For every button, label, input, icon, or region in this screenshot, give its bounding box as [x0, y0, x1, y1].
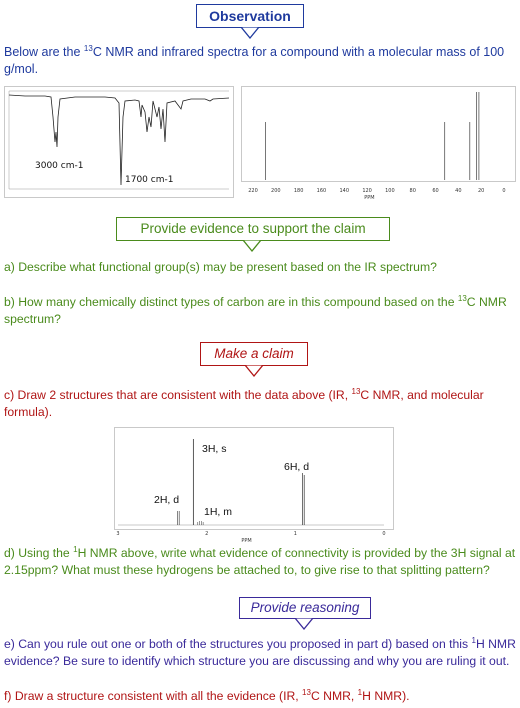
evidence-callout — [116, 217, 390, 241]
h1-nmr-plot — [114, 427, 394, 544]
h1-label-6h: 6H, d — [284, 461, 310, 473]
evidence-arrow — [242, 240, 262, 252]
c13-tick-label: 140 — [339, 188, 350, 194]
claim-arrow — [244, 365, 264, 377]
ir-label-3000: 3000 cm-1 — [35, 161, 84, 171]
h1-label-1h: 1H, m — [204, 506, 233, 518]
question-d: d) Using the $^1$H NMR above, write what evidence of connectivity is provided by the 3H signal at 2.15ppm? What must these hydrogens be attached to, to give rise to that splitting pattern? — [4, 544, 516, 577]
observation-arrow — [240, 27, 260, 39]
ir-spectrum-plot — [5, 87, 233, 197]
h1-nmr-spectrum — [114, 427, 394, 544]
h1-label-2h: 2H, d — [154, 494, 180, 506]
c13-axis-label: PPM — [364, 195, 375, 201]
c13-tick-label: 0 — [502, 188, 506, 194]
c13-tick-label: 160 — [316, 188, 327, 194]
question-c: c) Draw 2 structures that are consistent with the data above (IR, $^{13}$C NMR, and molecular formula). — [4, 386, 484, 419]
c13-tick-label: 20 — [477, 188, 485, 194]
c13-tick-label: 60 — [432, 188, 439, 194]
h1-tick-label: 0 — [382, 531, 386, 537]
evidence-label: Provide evidence to support the claim — [140, 221, 366, 236]
observation-callout — [196, 4, 304, 28]
c13-tick-label: 180 — [293, 188, 304, 194]
reasoning-callout — [239, 597, 371, 619]
question-e: e) Can you rule out one or both of the structures you proposed in part d) based on this $^1$H NMR evidence? Be sure to identify which structure you are discussing and why you are ruling it out. — [4, 635, 516, 668]
h1-axis-label: PPM — [241, 538, 252, 544]
intro-text: Below are the $^{13}$C NMR and infrared spectra for a compound with a molecular mass of 100 g/mol. — [4, 43, 505, 76]
c13-tick-label: 80 — [409, 188, 416, 194]
c13-nmr-spectrum — [241, 86, 516, 202]
observation-label: Observation — [209, 8, 291, 24]
reasoning-label: Provide reasoning — [250, 600, 360, 615]
c13-tick-label: 40 — [455, 188, 462, 194]
c13-tick-label: 100 — [385, 188, 395, 194]
ir-spectrum — [4, 86, 234, 198]
c13-tick-label: 220 — [248, 188, 258, 194]
question-f: f) Draw a structure consistent with all the evidence (IR, $^{13}$C NMR, $^1$H NMR). — [4, 687, 410, 703]
c13-tick-label: 200 — [271, 188, 281, 194]
claim-label: Make a claim — [214, 346, 294, 361]
question-a: a) Describe what functional group(s) may be present based on the IR spectrum? — [4, 260, 437, 274]
c13-tick-label: 120 — [362, 188, 372, 194]
c13-nmr-plot — [241, 86, 516, 202]
question-b: b) How many chemically distinct types of carbon are in this compound based on the $^{13}$C NMR spectrum? — [4, 293, 507, 326]
h1-label-3h: 3H, s — [202, 443, 227, 455]
ir-label-1700: 1700 cm-1 — [125, 175, 174, 185]
h1-tick-label: 3 — [116, 531, 120, 537]
h1-tick-label: 1 — [293, 531, 297, 537]
reasoning-arrow — [294, 618, 314, 630]
claim-callout — [200, 342, 308, 366]
h1-tick-label: 2 — [205, 531, 209, 537]
